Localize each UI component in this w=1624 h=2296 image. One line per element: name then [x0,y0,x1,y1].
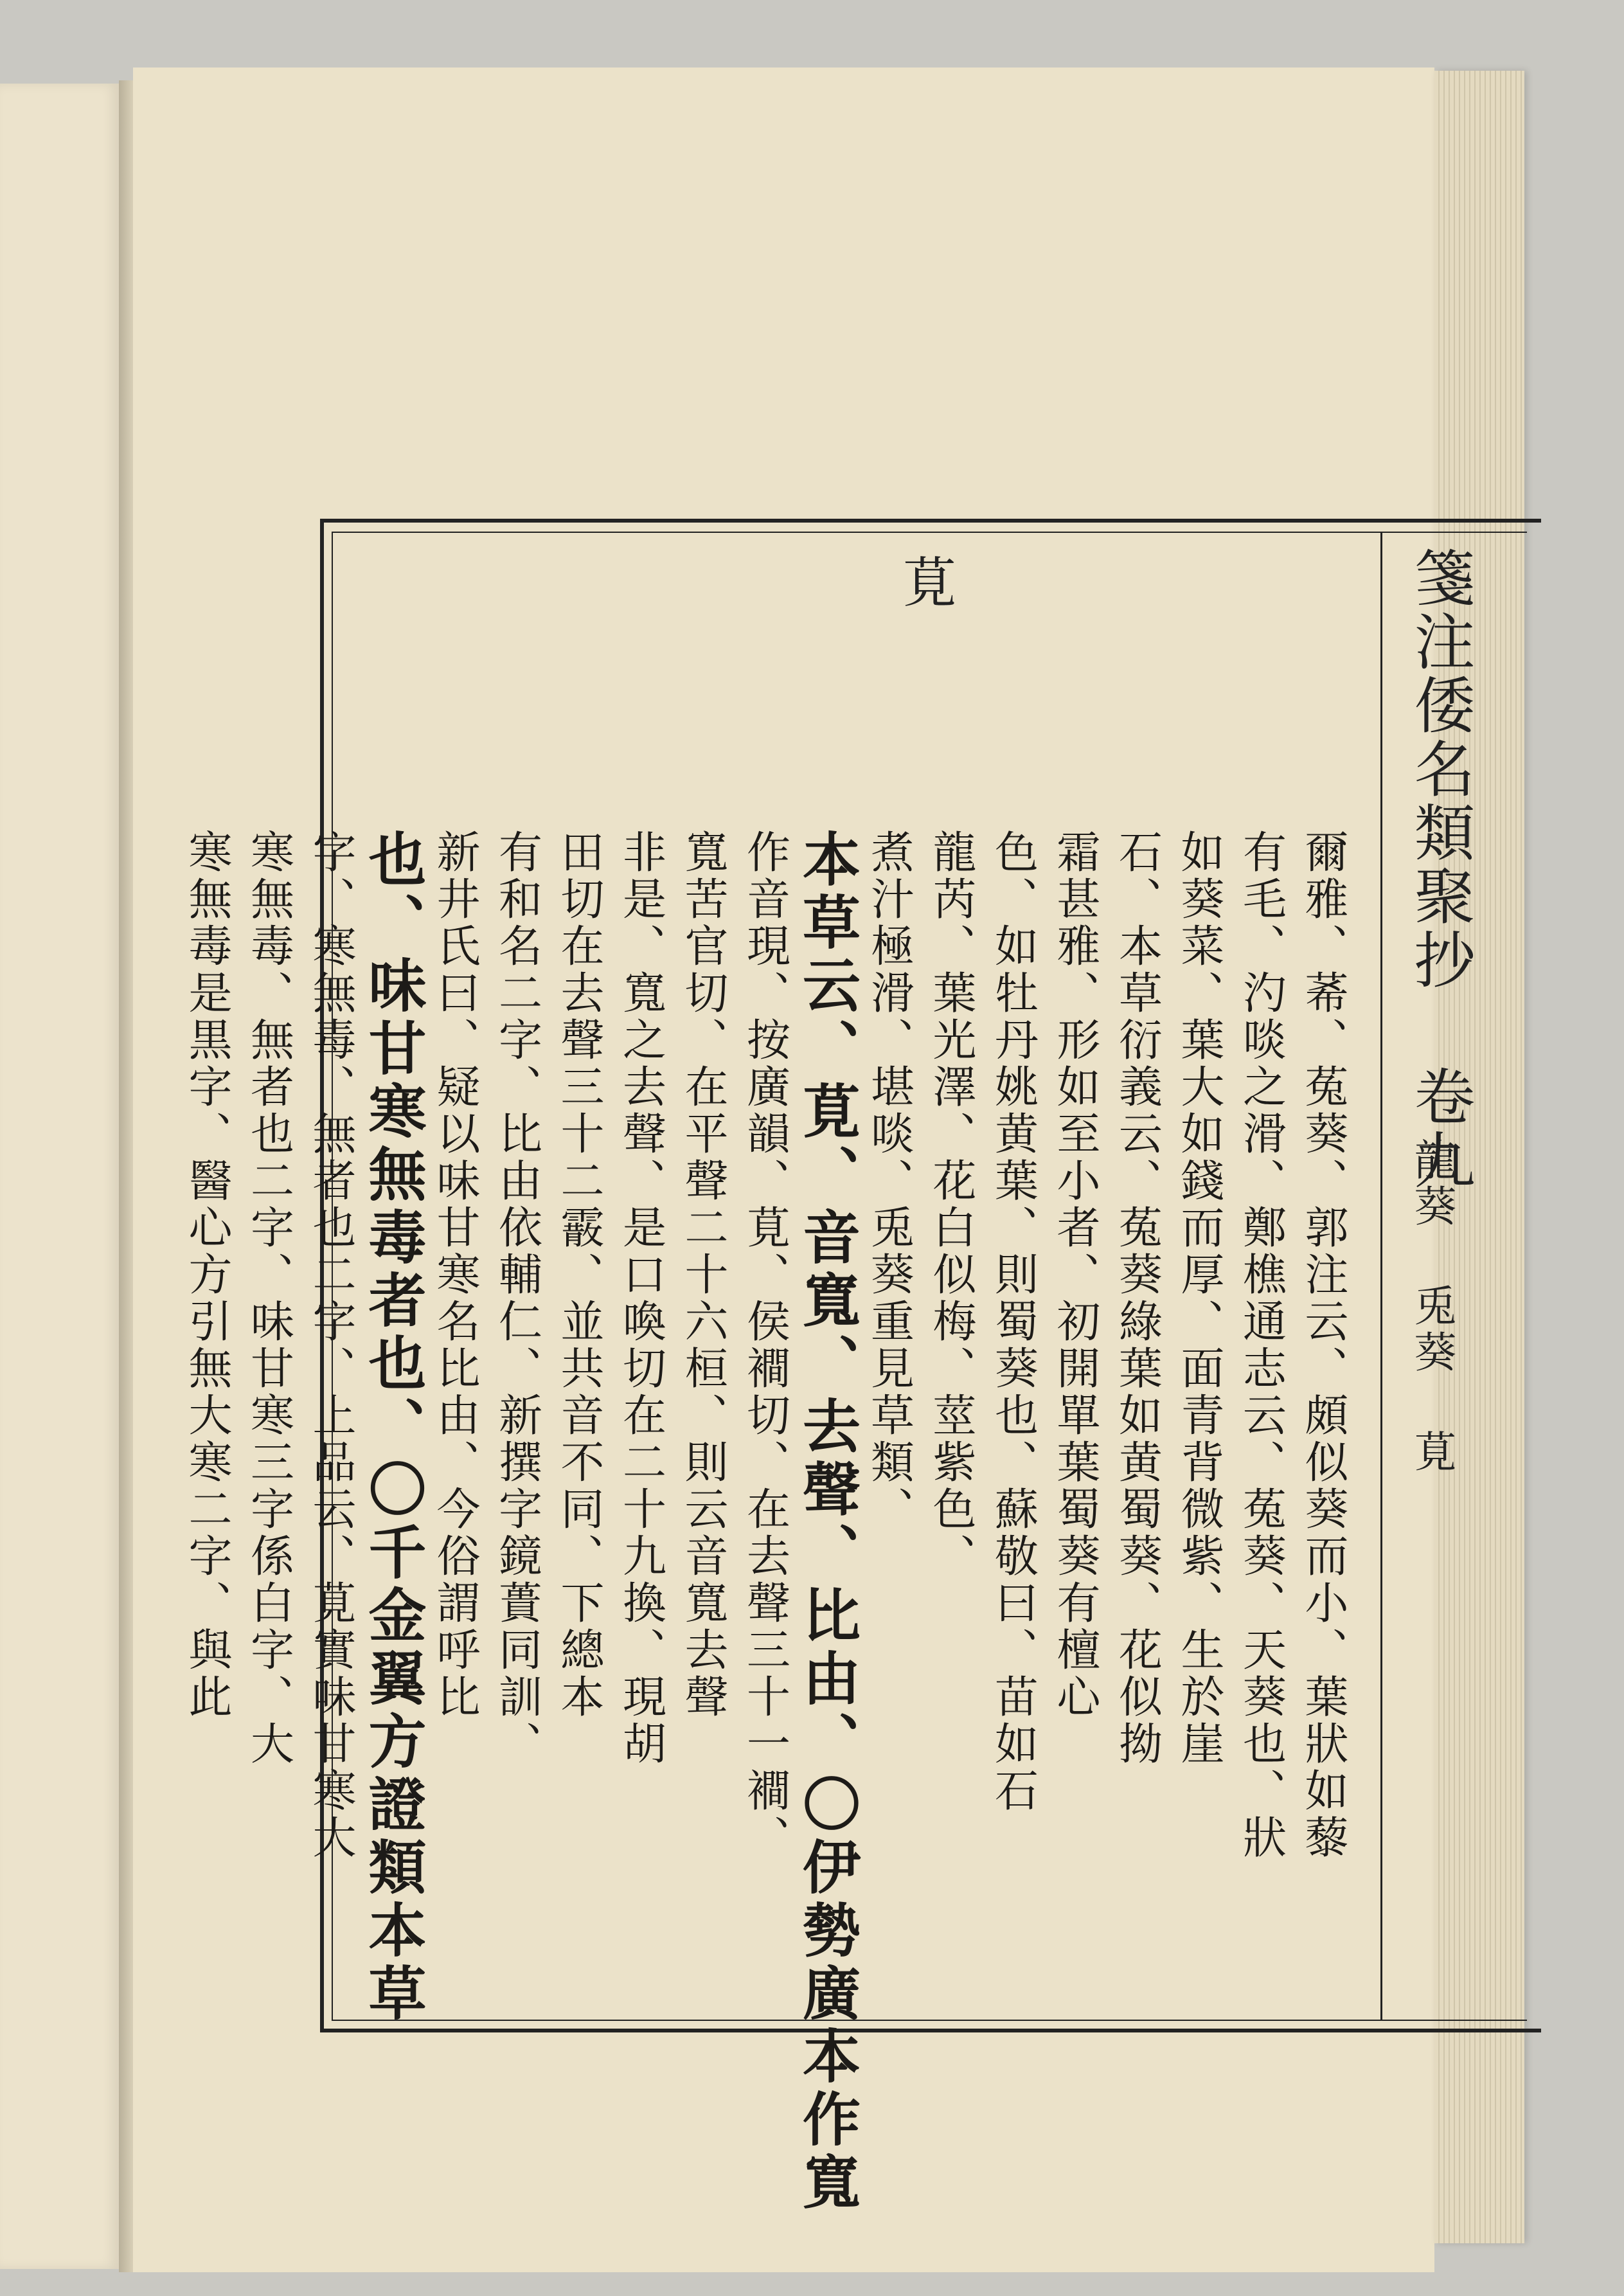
text-column: 作音現、按廣韻、莧、侯襇切、在去聲三十一襇、 [739,829,790,1861]
margin-divider [1380,532,1382,2021]
text-column: 如葵菜、葉大如錢而厚、面青背微紫、生於崖 [1173,829,1224,1768]
text-column: 有和名二字、比由依輔仁、新撰字鏡蕢同訓、 [491,829,542,1768]
text-column: 寒無毒、無者也二字、味甘寒三字係白字、大 [243,829,294,1768]
text-column: 字、寒無毒、無者也二字、上品云、莧實味甘寒大 [305,829,356,1861]
text-column: 石、本草衍義云、菟葵綠葉如黄蜀葵、花似拗 [1111,829,1163,1768]
text-column: 田切在去聲三十二霰、並共音不同、下總本 [553,829,604,1721]
text-column: 爾雅、莃、菟葵、郭注云、頗似葵而小、葉狀如藜 [1298,829,1348,1861]
text-column: 也、味甘寒無毒者也、〇千金翼方證類本草 [358,829,427,2026]
facing-page-left [0,84,119,2269]
text-column: 本草云、莧、音寬、去聲、比由、〇伊勢廣本作寬 [792,829,861,2215]
text-column: 非是、寬之去聲、是口喚切在二十九換、現胡 [615,829,666,1768]
text-column: 寬苦官切、在平聲二十六桓、則云音寬去聲 [677,829,728,1721]
section-label: 龍葵 兎葵 莧 [1407,1138,1456,1476]
text-column: 霜甚雅、形如至小者、初開單葉蜀葵有檀心 [1049,829,1100,1721]
text-column: 龍芮、葉光澤、花白似梅、莖紫色、 [925,829,976,1580]
text-column: 色、如牡丹姚黄葉、則蜀葵也、蘇敬曰、苗如石 [987,829,1039,1815]
text-column: 寒無毒是黒字、醫心方引無大寒二字、與此 [181,829,232,1721]
running-title: 箋注倭名類聚抄 卷九 [1404,546,1475,1192]
book-gutter [119,80,133,2272]
text-column: 有毛、汋啖之滑、鄭樵通志云、菟葵、天葵也、狀 [1235,829,1287,1861]
text-column: 煮汁極滑、堪啖、兎葵重見草類、 [863,829,915,1533]
text-column: 新井氏曰、疑以味甘寒名比由、今俗謂呼比 [429,829,480,1721]
entry-heading: 莧 [894,554,957,608]
